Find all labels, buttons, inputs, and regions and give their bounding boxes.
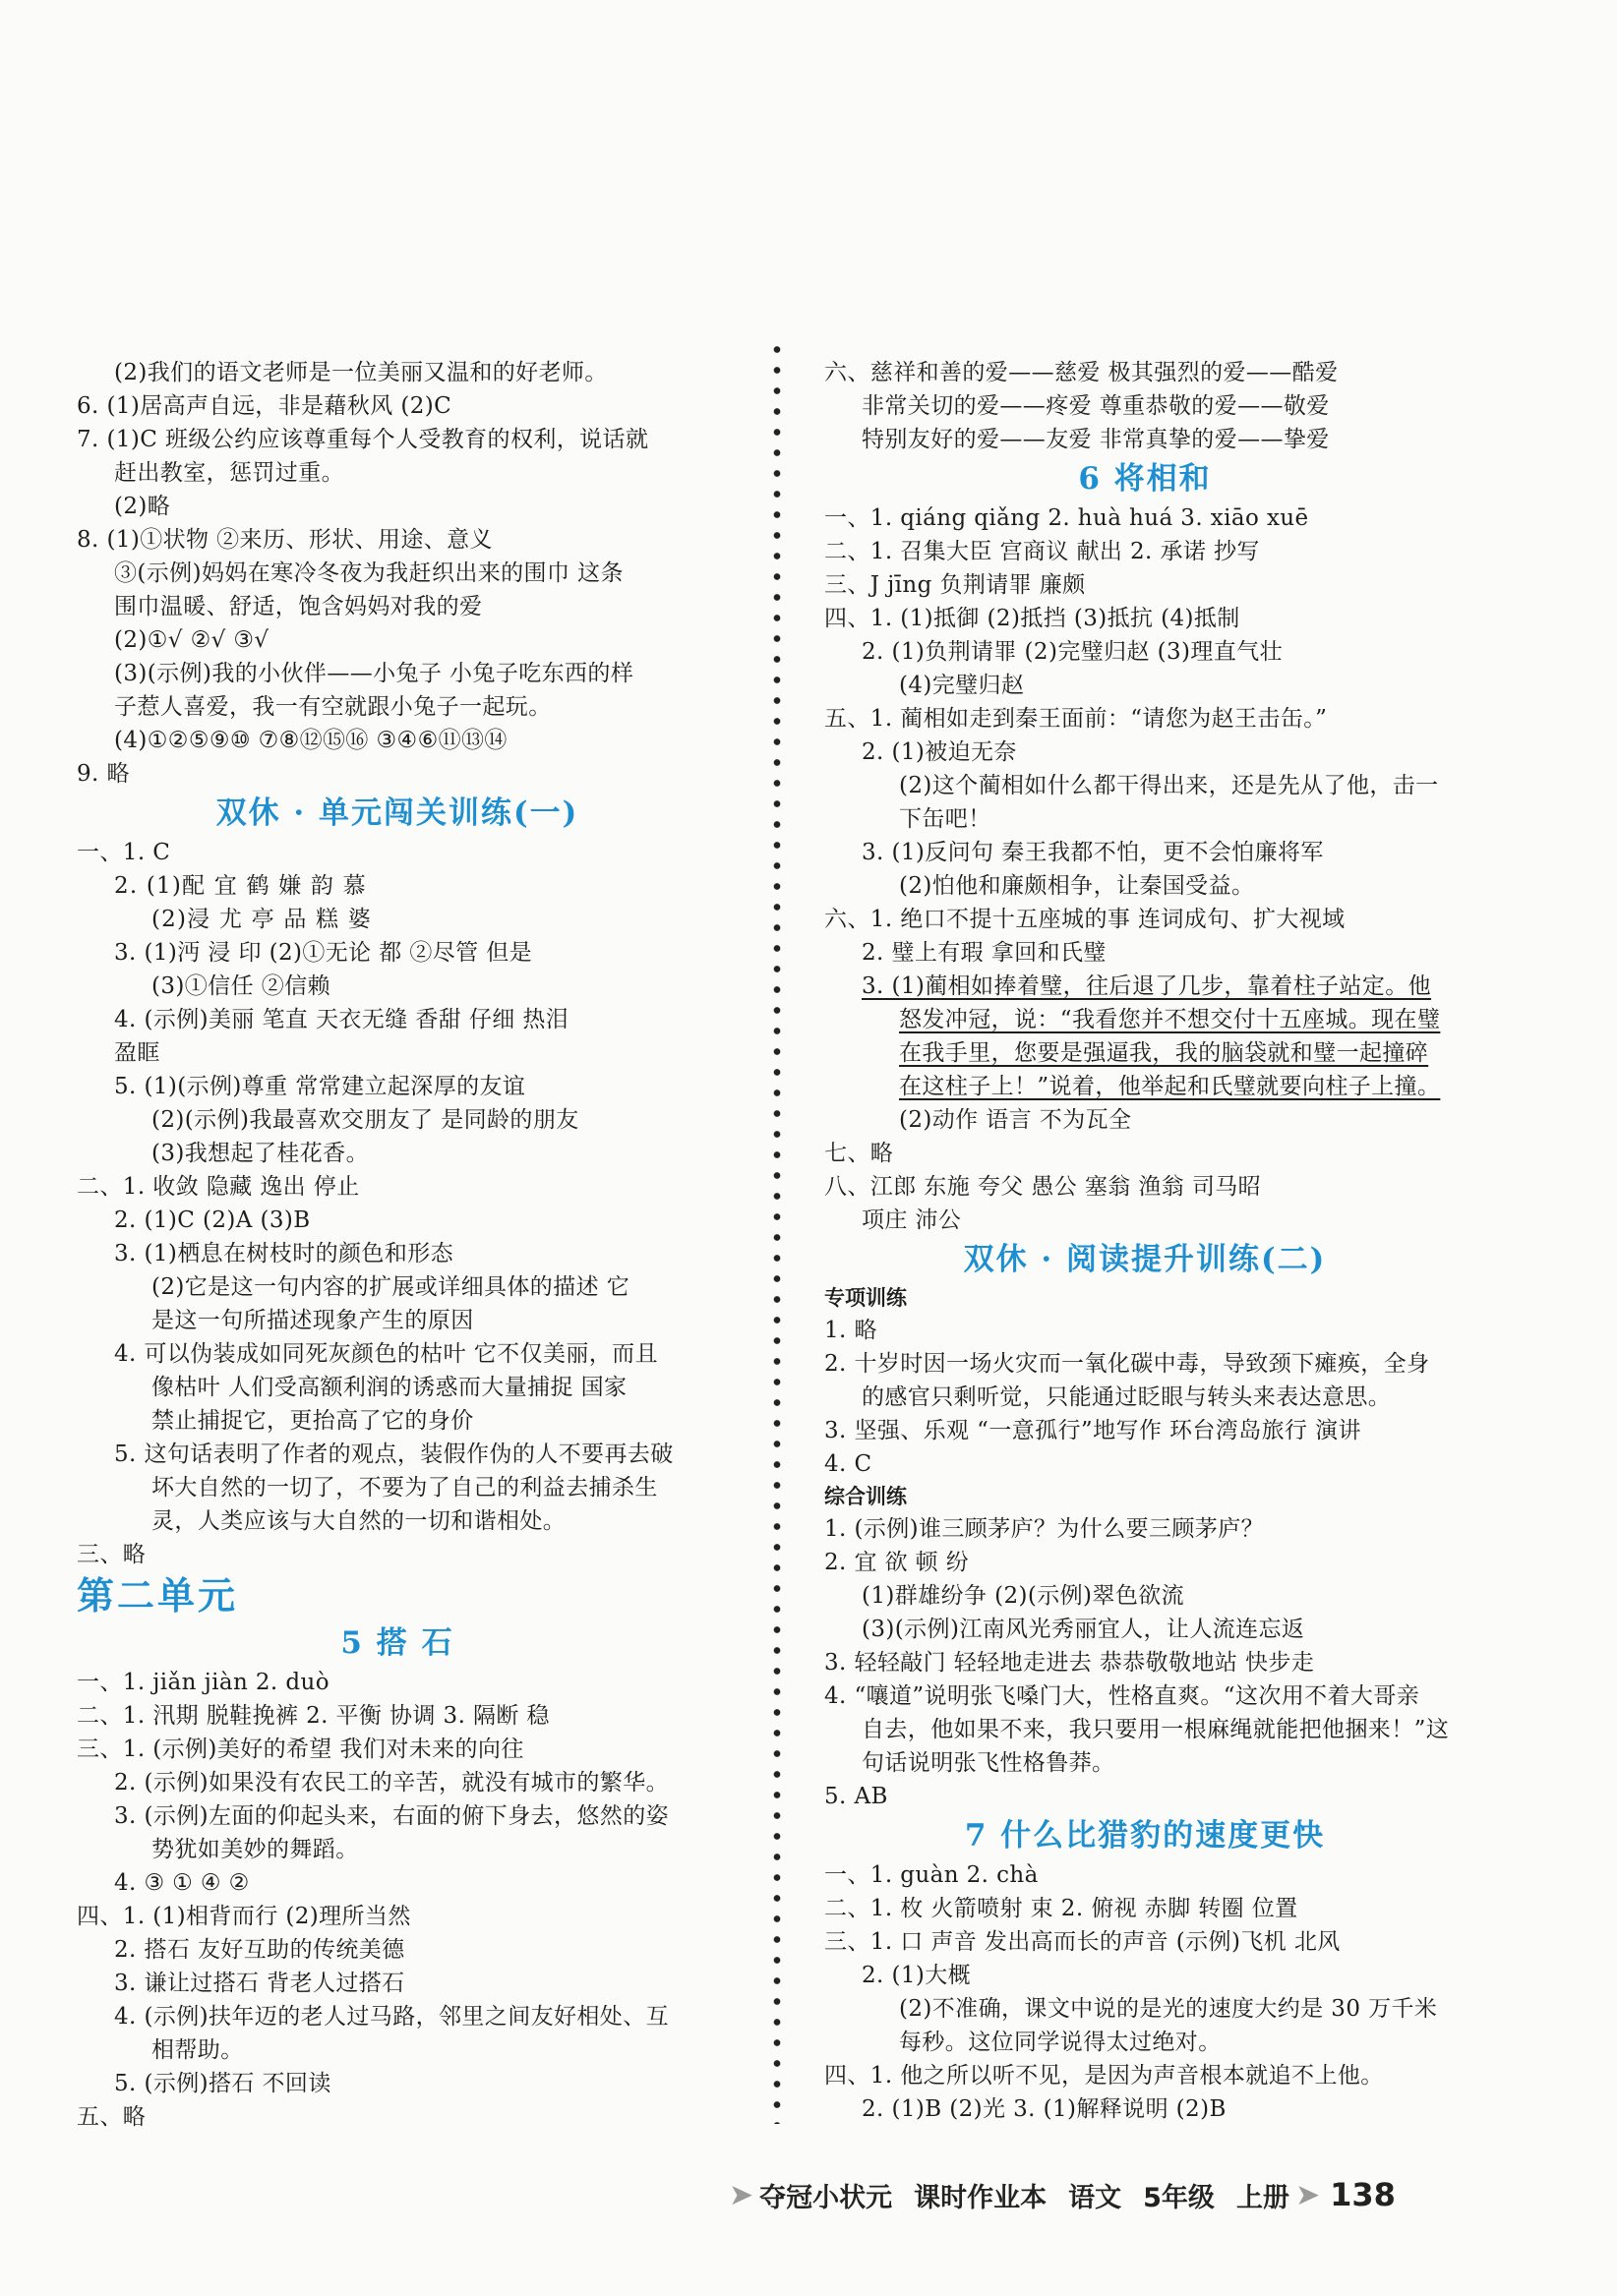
answer-line: 一、1. jiǎn jiàn 2. duò xyxy=(77,1670,329,1695)
answer-line: 赶出教室，惩罚过重。 xyxy=(114,460,344,486)
answer-line: 2. 搭石 友好互助的传统美德 xyxy=(114,1937,405,1963)
answer-line: (3)我想起了桂花香。 xyxy=(151,1141,369,1166)
section-title: 7 什么比猎豹的速度更快 xyxy=(964,1818,1326,1854)
answer-line: (2)①√ ②√ ③√ xyxy=(114,627,270,653)
footer-subject: 语文 xyxy=(1068,2182,1122,2213)
answer-line: 4. “嚷道”说明张飞嗓门大，性格直爽。“这次用不着大哥亲 xyxy=(824,1683,1420,1709)
section-title: 双休 · 单元闯关训练(一) xyxy=(215,795,579,831)
footer-volume: 上册 xyxy=(1235,2182,1289,2213)
answer-line: 六、1. 绝口不提十五座城的事 连词成句、扩大视域 xyxy=(824,907,1346,932)
answer-line: 的感官只剩听觉，只能通过眨眼与转头来表达意思。 xyxy=(862,1384,1392,1410)
answer-line: (2)它是这一句内容的扩展或详细具体的描述 它 xyxy=(151,1274,630,1300)
answer-line: 4. (示例)扶年迈的老人过马路，邻里之间友好相处、互 xyxy=(114,2004,670,2030)
answer-line: 盈眶 xyxy=(114,1040,160,1066)
arrow-icon: ➤ xyxy=(1294,2177,1321,2212)
answer-line: 围巾温暖、舒适，饱含妈妈对我的爱 xyxy=(114,594,483,619)
footer-book: 课时作业本 xyxy=(914,2182,1048,2213)
answer-line: 二、1. 枚 火箭喷射 束 2. 俯视 赤脚 转圈 位置 xyxy=(824,1896,1298,1921)
answer-line: 二、1. 汛期 脱鞋挽裤 2. 平衡 协调 3. 隔断 稳 xyxy=(77,1703,550,1729)
answer-line xyxy=(824,970,1466,1003)
column-divider xyxy=(772,339,782,2124)
answer-line xyxy=(824,1036,1466,1070)
arrow-icon: ➤ xyxy=(729,2177,754,2212)
answer-line: 三、1. 口 声音 发出高而长的声音 (示例)飞机 北风 xyxy=(824,1929,1341,1955)
answer-line: 3. (示例)左面的仰起头来，右面的俯下身去，悠然的姿 xyxy=(114,1803,670,1829)
answer-line: 二、1. 收敛 隐藏 逸出 停止 xyxy=(77,1174,360,1200)
answer-line: 三、1. (示例)美好的希望 我们对未来的向往 xyxy=(77,1737,524,1762)
section-title: 双休 · 阅读提升训练(二) xyxy=(963,1242,1327,1277)
answer-line: 2. (1)负荆请罪 (2)完璧归赵 (3)理直气壮 xyxy=(862,639,1284,665)
answer-line: 2. (示例)如果没有农民工的辛苦，就没有城市的繁华。 xyxy=(114,1770,670,1796)
section-title: 6 将相和 xyxy=(1078,461,1212,497)
underlined-text: 在我手里，您要是强逼我，我的脑袋就和璧一起撞碎 xyxy=(899,1040,1429,1066)
answer-line: 自去，他如果不来，我只要用一根麻绳就能把他捆来！”这 xyxy=(862,1717,1450,1742)
answer-line: 4. (示例)美丽 笔直 天衣无缝 香甜 仔细 热泪 xyxy=(114,1007,569,1032)
answer-line: 3. (1)沔 浸 印 (2)①无论 都 ②尽管 但是 xyxy=(114,940,533,966)
answer-line: 四、1. 他之所以听不见，是因为声音根本就追不上他。 xyxy=(824,2063,1384,2089)
underlined-text: 怒发冲冠，说：“我看您并不想交付十五座城。现在璧 xyxy=(899,1007,1441,1032)
answer-line: 像枯叶 人们受高额利润的诱惑而大量捕捉 国家 xyxy=(151,1375,628,1400)
answer-line: 6. (1)居高声自远，非是藉秋风 (2)C xyxy=(77,393,452,419)
answer-line: 2. (1)B (2)光 3. (1)解释说明 (2)B xyxy=(862,2096,1227,2122)
answer-line: 一、1. qiáng qiǎng 2. huà huá 3. xiāo xuē xyxy=(824,505,1309,531)
answer-line: 下缶吧！ xyxy=(899,806,991,832)
answer-line: 9. 略 xyxy=(77,761,130,787)
answer-line: 5. (1)(示例)尊重 常常建立起深厚的友谊 xyxy=(114,1074,526,1099)
answer-line: ③(示例)妈妈在寒冷冬夜为我赶织出来的围巾 这条 xyxy=(114,560,624,586)
answer-line: (1)群雄纷争 (2)(示例)翠色欲流 xyxy=(862,1583,1185,1609)
answer-line: 一、1. C xyxy=(77,840,171,865)
answer-line: 三、J jīng 负荆请罪 廉颇 xyxy=(824,572,1086,598)
answer-line: 8. (1)①状物 ②来历、形状、用途、意义 xyxy=(77,527,493,553)
answer-line: (3)(示例)江南风光秀丽宜人，让人流连忘返 xyxy=(862,1617,1305,1642)
answer-line: 2. (1)配 宜 鹤 嫌 韵 慕 xyxy=(114,873,367,899)
answer-line: 2. (1)大概 xyxy=(862,1963,972,1988)
answer-line: (2)这个蔺相如什么都干得出来，还是先从了他，击一 xyxy=(899,773,1439,798)
answer-line: (2)浸 尤 亭 品 糕 婆 xyxy=(151,907,372,932)
answer-line xyxy=(824,1003,1466,1036)
answer-line: 1. 略 xyxy=(824,1318,877,1343)
underlined-text: 在这柱子上！”说着，他举起和氏璧就要向柱子上撞。 xyxy=(899,1074,1441,1099)
answer-line: 3. 轻轻敲门 轻轻地走进去 恭恭敬敬地站 快步走 xyxy=(824,1650,1315,1676)
answer-line: 四、1. (1)相背而行 (2)理所当然 xyxy=(77,1904,411,1929)
left-column xyxy=(77,356,718,2134)
underlined-text: 3. (1)蔺相如捧着璧，往后退了几步，靠着柱子站定。他 xyxy=(862,973,1432,999)
answer-line: 一、1. guàn 2. chà xyxy=(824,1862,1039,1888)
footer-grade: 5年级 xyxy=(1143,2182,1215,2213)
answer-line: 灵，人类应该与大自然的一切和谐相处。 xyxy=(151,1508,567,1534)
answer-line: (4)①②⑤⑨⑩ ⑦⑧⑫⑮⑯ ③④⑥⑪⑬⑭ xyxy=(114,728,508,753)
page-footer xyxy=(723,2175,1396,2214)
answer-line: 3. 谦让过搭石 背老人过搭石 xyxy=(114,1971,405,1996)
answer-line: 七、略 xyxy=(824,1141,894,1166)
answer-line: 2. (1)被迫无奈 xyxy=(862,739,1017,765)
answer-line: 五、略 xyxy=(77,2104,147,2130)
answer-line: 二、1. 召集大臣 宫商议 献出 2. 承诺 抄写 xyxy=(824,539,1260,564)
answer-line: 相帮助。 xyxy=(151,2037,244,2063)
answer-line: (2)怕他和廉颇相争，让秦国受益。 xyxy=(899,873,1255,899)
answer-line: 四、1. (1)抵御 (2)抵挡 (3)抵抗 (4)抵制 xyxy=(824,606,1240,631)
answer-line: 势犹如美妙的舞蹈。 xyxy=(151,1837,359,1862)
unit-title: 第二单元 xyxy=(77,1573,239,1618)
right-column xyxy=(824,356,1466,2126)
answer-line: 1. (示例)谁三顾茅庐？为什么要三顾茅庐？ xyxy=(824,1516,1265,1542)
answer-line: (4)完璧归赵 xyxy=(899,673,1025,698)
section-title: 5 搭 石 xyxy=(340,1625,454,1661)
answer-line: 4. 可以伪装成如同死灰颜色的枯叶 它不仅美丽，而且 xyxy=(114,1341,658,1367)
answer-line: (3)(示例)我的小伙伴——小兔子 小兔子吃东西的样 xyxy=(114,661,634,686)
answer-line: 坏大自然的一切了，不要为了自己的利益去捕杀生 xyxy=(151,1475,658,1501)
answer-line: (2)不准确，课文中说的是光的速度大约是 30 万千米 xyxy=(899,1996,1438,2022)
answer-line: 7. (1)C 班级公约应该尊重每个人受教育的权利，说话就 xyxy=(77,427,649,452)
answer-line: 特别友好的爱——友爱 非常真挚的爱——挚爱 xyxy=(862,427,1330,452)
answer-line: 五、1. 蔺相如走到秦王面前：“请您为赵王击缶。” xyxy=(824,706,1328,732)
answer-line: 2. (1)C (2)A (3)B xyxy=(114,1207,311,1233)
answer-line: 2. 宜 欲 顿 纷 xyxy=(824,1550,970,1575)
answer-line: (2)(示例)我最喜欢交朋友了 是同龄的朋友 xyxy=(151,1107,579,1133)
answer-line: 3. (1)栖息在树枝时的颜色和形态 xyxy=(114,1241,454,1266)
answer-line: 4. C xyxy=(824,1451,872,1477)
answer-line: 5. AB xyxy=(824,1784,888,1809)
answer-line: 3. 坚强、乐观 “一意孤行”地写作 环台湾岛旅行 演讲 xyxy=(824,1418,1361,1443)
answer-line: (3)①信任 ②信赖 xyxy=(151,973,330,999)
answer-line: (2)我们的语文老师是一位美丽又温和的好老师。 xyxy=(114,360,608,385)
answer-line: (2)动作 语言 不为瓦全 xyxy=(899,1107,1132,1133)
answer-line: 每秒。这位同学说得太过绝对。 xyxy=(899,2030,1222,2055)
page-number: 138 xyxy=(1330,2176,1396,2213)
subsection-label: 综合训练 xyxy=(824,1485,907,1508)
footer-brand: 夺冠小状元 xyxy=(759,2182,893,2213)
answer-line: 4. ③ ① ④ ② xyxy=(114,1870,250,1896)
answer-line: 是这一句所描述现象产生的原因 xyxy=(151,1308,474,1333)
answer-line: 三、略 xyxy=(77,1542,147,1567)
answer-line: 2. 十岁时因一场火灾而一氧化碳中毒，导致颈下瘫痪，全身 xyxy=(824,1351,1430,1377)
answer-line: 2. 璧上有瑕 拿回和氏璧 xyxy=(862,940,1107,966)
answer-line: 八、江郎 东施 夸父 愚公 塞翁 渔翁 司马昭 xyxy=(824,1174,1262,1200)
answer-line: 子惹人喜爱，我一有空就跟小兔子一起玩。 xyxy=(114,694,552,720)
answer-line: 项庄 沛公 xyxy=(862,1207,962,1233)
answer-line xyxy=(824,1070,1466,1103)
answer-line: 禁止捕捉它，更抬高了它的身价 xyxy=(151,1408,474,1434)
answer-line: 六、慈祥和善的爱——慈爱 极其强烈的爱——酷爱 xyxy=(824,360,1339,385)
answer-line: (2)略 xyxy=(114,494,171,519)
answer-line: 句话说明张飞性格鲁莽。 xyxy=(862,1750,1115,1776)
answer-line: 5. (示例)搭石 不回读 xyxy=(114,2071,331,2096)
answer-line: 3. (1)反问句 秦王我都不怕，更不会怕廉将军 xyxy=(862,840,1324,865)
subsection-label: 专项训练 xyxy=(824,1286,907,1310)
answer-line: 非常关切的爱——疼爱 尊重恭敬的爱——敬爱 xyxy=(862,393,1330,419)
answer-line: 5. 这句话表明了作者的观点，装假作伪的人不要再去破 xyxy=(114,1442,674,1467)
